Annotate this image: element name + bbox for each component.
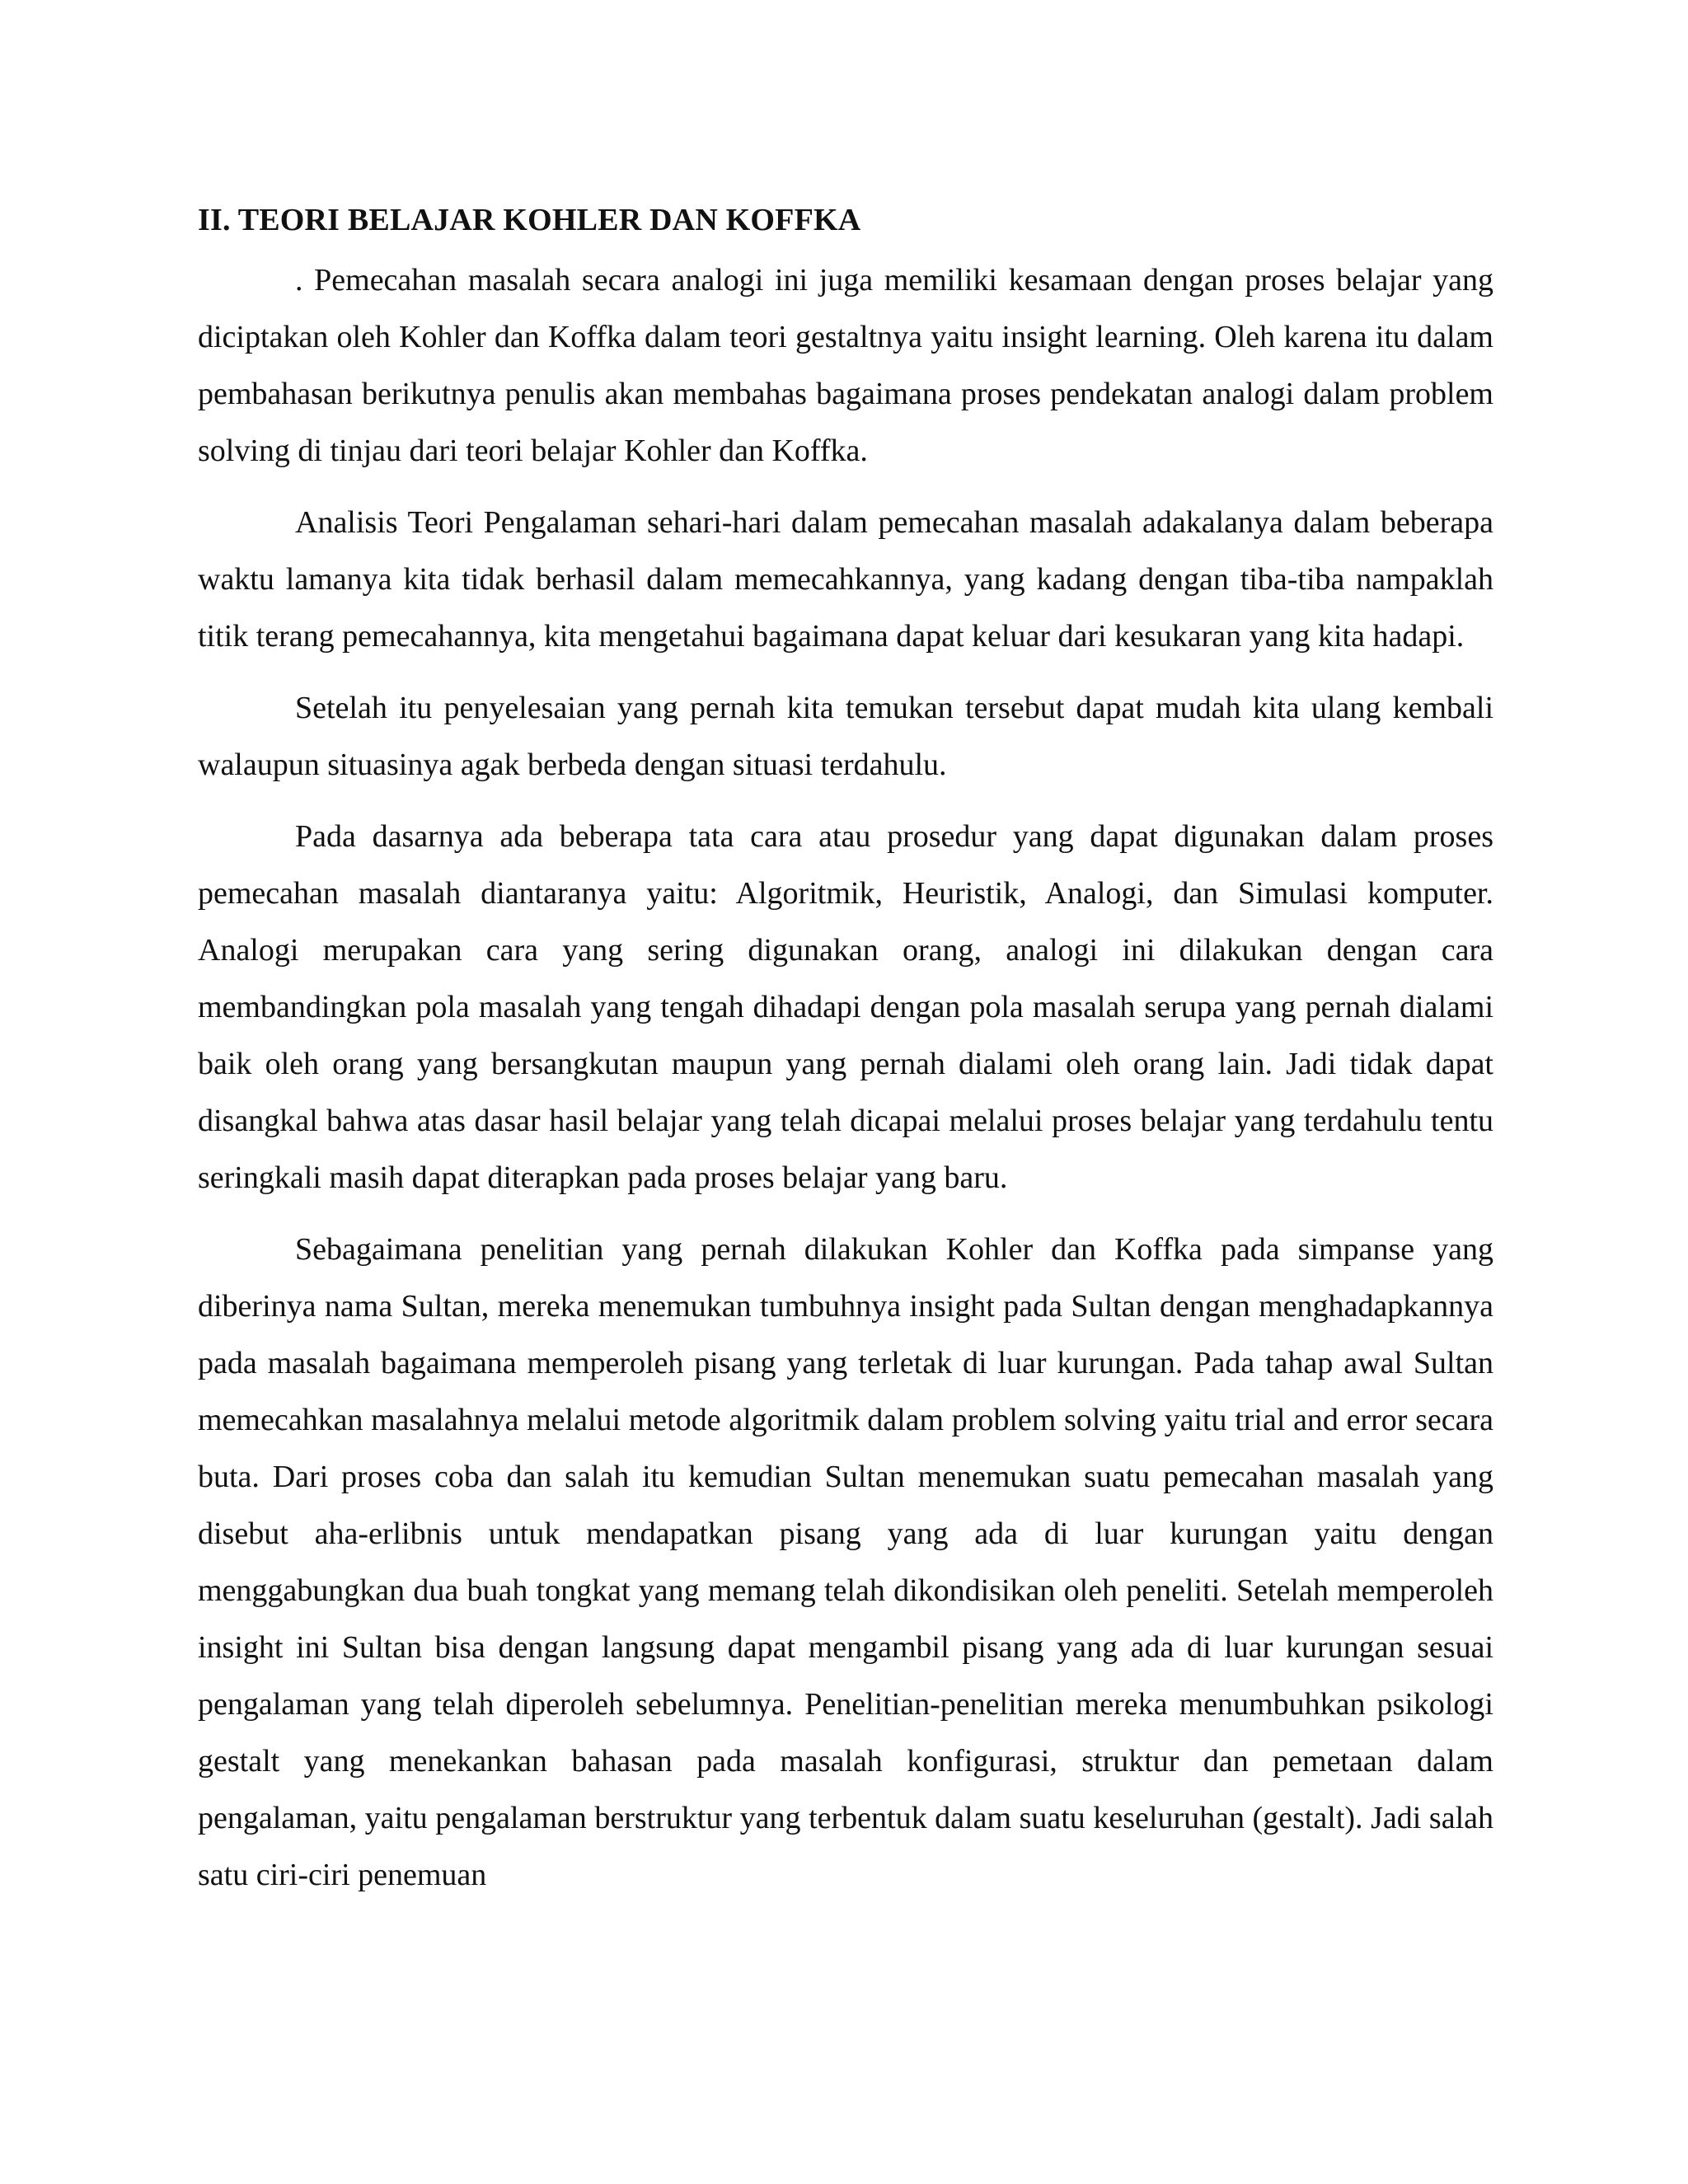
- document-page: [198, 199, 1493, 1919]
- paragraph-1: . Pemecahan masalah secara analogi ini juga memiliki kesamaan dengan proses belajar yang diciptakan oleh Kohler dan Koffka dalam teori gestaltnya yaitu insight learning. Oleh karena itu dalam pembahasan berikutnya penulis akan membahas bagaimana proses pendekatan analogi dalam problem solving di tinjau dari teori belajar Kohler dan Koffka.: [198, 263, 1493, 468]
- paragraph-5: Sebagaimana penelitian yang pernah dilakukan Kohler dan Koffka pada simpanse yang diberinya nama Sultan, mereka menemukan tumbuhnya insight pada Sultan dengan menghadapkannya pada masalah bagaimana memperoleh pisang yang terletak di luar kurungan. Pada tahap awal Sultan memecahkan masalahnya melalui metode algoritmik dalam problem solving yaitu trial and error secara buta. Dari proses coba dan salah itu kemudian Sultan menemukan suatu pemecahan masalah yang disebut aha-erlibnis untuk mendapatkan pisang yang ada di luar kurungan yaitu dengan menggabungkan dua buah tongkat yang memang telah dikondisikan oleh peneliti. Setelah memperoleh insight ini Sultan bisa dengan langsung dapat mengambil pisang yang ada di luar kurungan sesuai pengalaman yang telah diperoleh sebelumnya. Penelitian-penelitian mereka menumbuhkan psikologi gestalt yang menekankan bahasan pada masalah konfigurasi, struktur dan pemetaan dalam pengalaman, yaitu pengalaman berstruktur yang terbentuk dalam suatu keseluruhan (gestalt). Jadi salah satu ciri-ciri penemuan: [198, 1232, 1493, 1892]
- paragraph-4: Pada dasarnya ada beberapa tata cara atau prosedur yang dapat digunakan dalam proses pemecahan masalah diantaranya yaitu: Algoritmik, Heuristik, Analogi, dan Simulasi komputer. Analogi merupakan cara yang sering digunakan orang, analogi ini dilakukan dengan cara membandingkan pola masalah yang tengah dihadapi dengan pola masalah serupa yang pernah dialami baik oleh orang yang bersangkutan maupun yang pernah dialami oleh orang lain. Jadi tidak dapat disangkal bahwa atas dasar hasil belajar yang telah dicapai melalui proses belajar yang terdahulu tentu seringkali masih dapat diterapkan pada proses belajar yang baru.: [198, 819, 1493, 1195]
- paragraph-2: Analisis Teori Pengalaman sehari-hari dalam pemecahan masalah adakalanya dalam beberapa waktu lamanya kita tidak berhasil dalam memecahkannya, yang kadang dengan tiba-tiba nampaklah titik terang pemecahannya, kita mengetahui bagaimana dapat keluar dari kesukaran yang kita hadapi.: [198, 505, 1493, 654]
- section-title: II. TEORI BELAJAR KOHLER DAN KOFFKA: [198, 203, 861, 237]
- paragraph-3: Setelah itu penyelesaian yang pernah kita temukan tersebut dapat mudah kita ulang kembali walaupun situasinya agak berbeda dengan situasi terdahulu.: [198, 691, 1493, 782]
